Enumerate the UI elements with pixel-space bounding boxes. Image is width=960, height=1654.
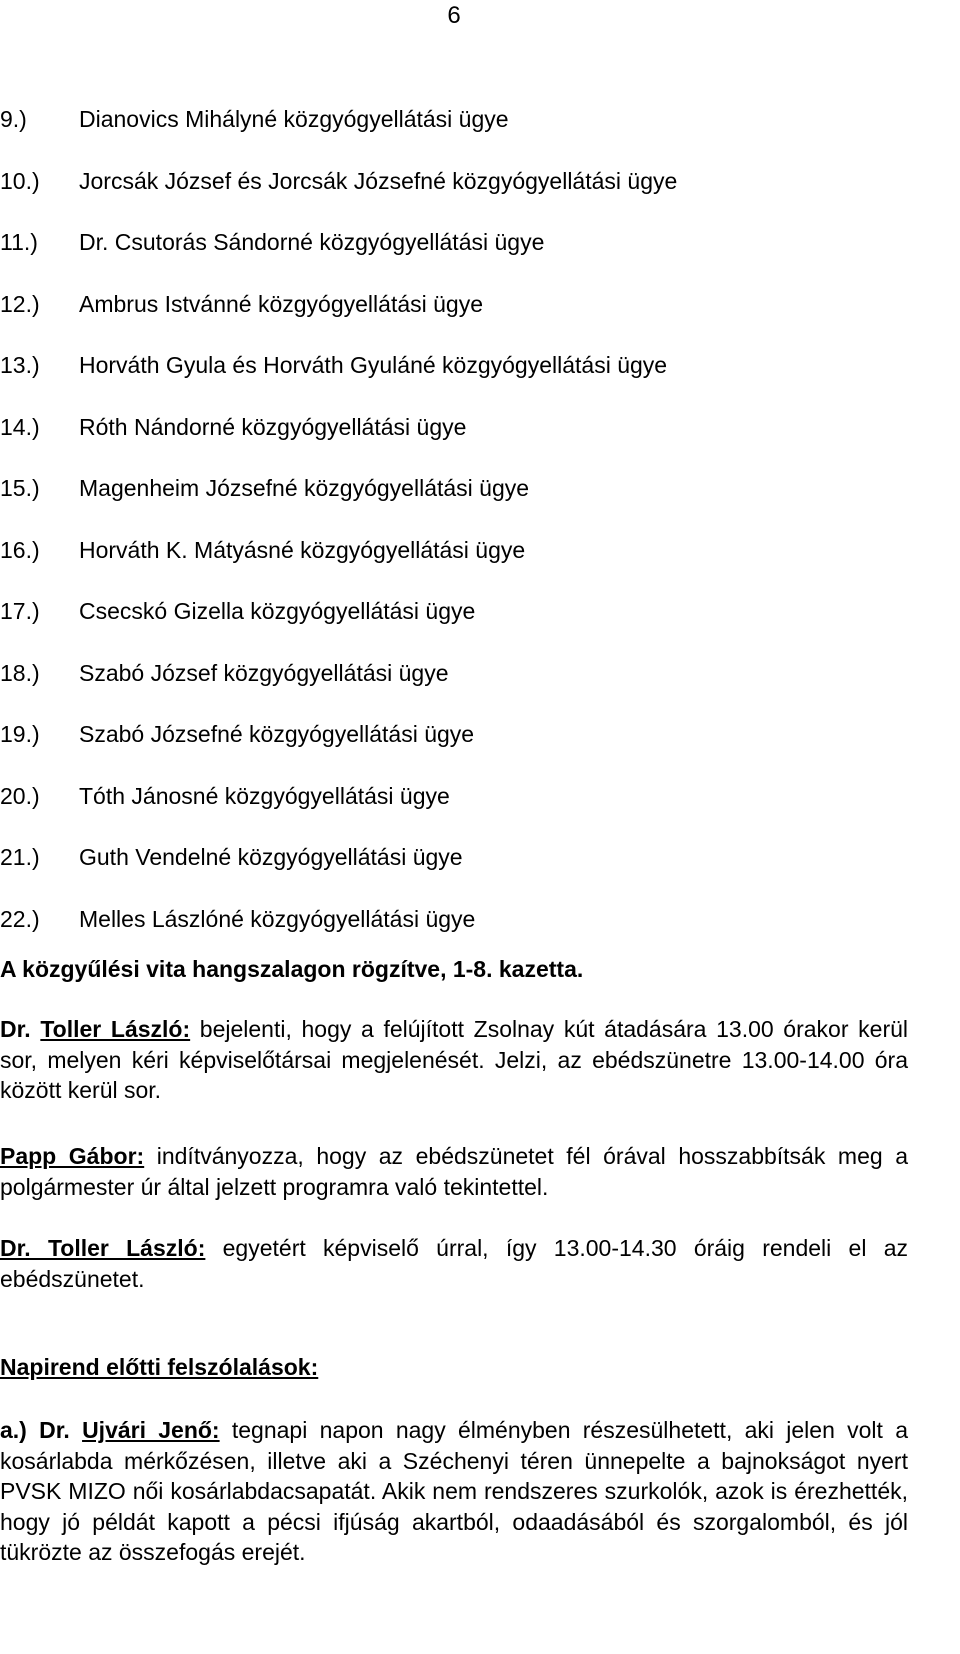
speaker-name-underlined: Papp Gábor: bbox=[0, 1143, 145, 1169]
speaker-name-underlined: Dr. Toller László: bbox=[0, 1235, 206, 1261]
speaker-name bbox=[0, 1143, 144, 1169]
agenda-item bbox=[0, 289, 908, 351]
agenda-item-text: Jorcsák József és Jorcsák Józsefné közgyógyellátási ügye bbox=[79, 167, 678, 194]
agenda-item-number: 14.) bbox=[0, 413, 40, 440]
agenda-item-text: Horváth Gyula és Horváth Gyuláné közgyógyellátási ügye bbox=[79, 352, 668, 378]
agenda-item-number: 16.) bbox=[0, 536, 40, 563]
statement-paragraph bbox=[0, 1233, 908, 1294]
agenda-item bbox=[0, 473, 908, 535]
statement-text: bejelenti, hogy a felújított Zsolnay kút átadására 13.00 órakor kerül sor, melyen kéri képviselőtársai megjelenését. Jelzi, az ebédszünetre 13.00-14.00 óra között kerül sor. bbox=[0, 1016, 909, 1103]
page-number: 6 bbox=[447, 2, 461, 29]
statement-text: indítványozza, hogy az ebédszünetet fél órával hosszabbítsák meg a polgármester úr által jelzett programra való tekintettel. bbox=[0, 1143, 908, 1200]
statement-paragraph bbox=[0, 1141, 908, 1202]
statement-text: egyetért képviselő úrral, így 13.00-14.30 óráig rendeli el az ebédszünetet. bbox=[0, 1235, 909, 1292]
agenda-item-text: Ambrus Istvánné közgyógyellátási ügye bbox=[79, 290, 483, 317]
agenda-item bbox=[0, 781, 908, 843]
agenda-item bbox=[0, 842, 908, 904]
agenda-item-text: Dr. Csutorás Sándorné közgyógyellátási ügye bbox=[79, 229, 545, 255]
agenda-item-number: 11.) bbox=[0, 229, 38, 255]
section-heading: Napirend előtti felszólalások: bbox=[0, 1354, 319, 1380]
speaker-name-underlined: Toller László: bbox=[40, 1016, 191, 1042]
speaker-name bbox=[0, 1235, 205, 1261]
agenda-item bbox=[0, 227, 908, 289]
agenda-item-number: 12.) bbox=[0, 290, 40, 317]
agenda-item-text: Dianovics Mihályné közgyógyellátási ügye bbox=[79, 106, 509, 132]
agenda-item bbox=[0, 596, 908, 658]
speech-text: tegnapi napon nagy élményben részesülhetett, aki jelen volt a kosárlabda mérkőzésen, illetve aki a Széchenyi téren ünnepelte a bajnokságot nyert PVSK MIZO női kosárlabdacsapatát. Akik nem rendszeres szurkolók, azok is érezhették, hogy jó példát kapott a pécsi ifjúság akartból, odaadásából és szorgalomból, és jól tükrözte az összefogás erejét. bbox=[0, 1417, 908, 1565]
agenda-item-text: Csecskó Gizella közgyógyellátási ügye bbox=[79, 598, 476, 624]
agenda-item-number: 15.) bbox=[0, 475, 40, 501]
agenda-item-text: Melles Lászlóné közgyógyellátási ügye bbox=[79, 905, 476, 932]
recording-note: A közgyűlési vita hangszalagon rögzítve, 1-8. kazetta. bbox=[0, 956, 584, 982]
agenda-item-number: 22.) bbox=[0, 905, 40, 932]
agenda-item-number: 21.) bbox=[0, 844, 40, 870]
agenda-item-text: Szabó Józsefné közgyógyellátási ügye bbox=[79, 721, 475, 747]
agenda-item-text: Guth Vendelné közgyógyellátási ügye bbox=[79, 844, 463, 870]
agenda-item-number: 13.) bbox=[0, 352, 40, 378]
agenda-item-number: 10.) bbox=[0, 167, 40, 194]
speech-paragraph bbox=[0, 1415, 908, 1568]
agenda-item-text: Róth Nándorné közgyógyellátási ügye bbox=[79, 413, 467, 440]
speaker-prefix: Dr. bbox=[0, 1016, 41, 1042]
speaker-name-underlined: Ujvári Jenő: bbox=[82, 1417, 220, 1443]
speaker-name bbox=[0, 1016, 190, 1042]
agenda-item bbox=[0, 412, 908, 474]
agenda-item bbox=[0, 166, 908, 228]
agenda-item bbox=[0, 535, 908, 597]
agenda-item-number: 17.) bbox=[0, 598, 40, 624]
agenda-item bbox=[0, 350, 908, 412]
agenda-item-text: Tóth Jánosné közgyógyellátási ügye bbox=[79, 782, 450, 809]
statement-paragraph bbox=[0, 1014, 908, 1106]
agenda-item bbox=[0, 719, 908, 781]
agenda-item-text: Horváth K. Mátyásné közgyógyellátási ügye bbox=[79, 536, 526, 563]
agenda-item-text: Szabó József közgyógyellátási ügye bbox=[79, 659, 449, 686]
agenda-item-text: Magenheim Józsefné közgyógyellátási ügye bbox=[79, 475, 530, 501]
agenda-item-number: 9.) bbox=[0, 106, 27, 132]
agenda-item-number: 20.) bbox=[0, 782, 40, 809]
agenda-list bbox=[0, 104, 908, 965]
agenda-item-number: 18.) bbox=[0, 659, 40, 686]
agenda-item-number: 19.) bbox=[0, 721, 40, 747]
speaker-name bbox=[0, 1417, 220, 1443]
agenda-item bbox=[0, 104, 908, 166]
agenda-item bbox=[0, 658, 908, 720]
speaker-prefix: a.) Dr. bbox=[0, 1417, 83, 1443]
